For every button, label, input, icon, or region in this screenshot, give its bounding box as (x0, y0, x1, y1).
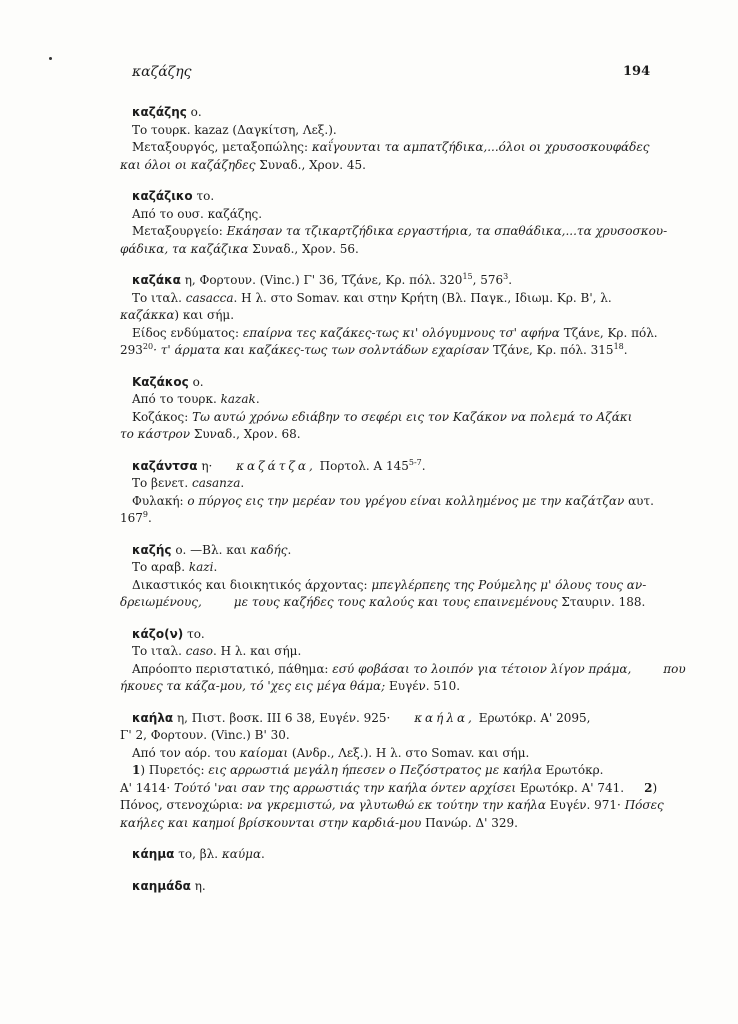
entry-kahla: καήλα η, Πιστ. βοσκ. ΙΙΙ 6 38, Ευγέν. 925· καήλα, Ερωτόκρ. Α' 2095, Γ' 2, Φορτουν. (Vinc.) Β' 30. Από τον αόρ. του καίομαι (Ανδρ., Λεξ.). Η λ. στο Somav. και σήμ. 1) Πυρετός: εις αρρωστιά μεγάλη ήπεσεν ο Πεζόστρατος με καήλα Ερωτόκρ. Α' 1414· Τούτό 'ναι σαν της αρρωστιάς την καήλα όντεν αρχίσει Ερωτόκρ. Α' 741. 2) Πόνος, στενοχώρια: να γκρεμιστώ, να γλυτωθώ εκ τούτην την καήλα Ευγέν. 971· Πόσες καήλες και καημοί βρίσκουνται στην καρδιά-μου Πανώρ. Δ' 329. (120, 710, 664, 830)
headword: καζάζικο (132, 189, 193, 203)
entry-kazakos: Καζάκος ο. Από το τουρκ. kazak. Κοζάκος: Τω αυτώ χρόνω εδιάβην το σεφέρι εις τον Καζάκον να πολεμά το Αζάκι το κάστρον Συναδ., Χρον. 68. (120, 374, 654, 444)
etymology: Το ιταλ. caso. Η λ. και σήμ. (132, 644, 302, 658)
etymology: Το βενετ. casanza. (132, 476, 245, 490)
headword: καζάζης (132, 105, 187, 119)
entry-kaimada: καημάδα η. (132, 878, 206, 893)
definition: Μεταξουργός, μεταξοπώλης: καΐγουνται τα αμπατζήδικα,...όλοι οι χρυσοσκουφάδες (132, 140, 650, 154)
entry-kazazis: καζάζης ο. Το τουρκ. kazaz (Δαγκίτση, Λεξ.). Μεταξουργός, μεταξοπώλης: καΐγουνται τα αμπατζήδικα,...όλοι οι χρυσοσκουφάδες και όλοι οι καζάζηδες Συναδ., Χρον. 45. (120, 104, 654, 174)
etymology: Το τουρκ. kazaz (Δαγκίτση, Λεξ.). (132, 122, 337, 137)
definition: Κοζάκος: Τω αυτώ χρόνω εδιάβην το σεφέρι εις τον Καζάκον να πολεμά το Αζάκι (132, 409, 633, 424)
definition: Δικαστικός και διοικητικός άρχοντας: μπεγλέρπεης της Ρούμελης μ' όλους τους αν- (132, 577, 647, 592)
definition: Φυλακή: ο πύργος εις την μερέαν του γρέγου είναι κολλημένος με την καζάτζαν αυτ. (132, 493, 654, 508)
definition: 1) Πυρετός: εις αρρωστιά μεγάλη ήπεσεν ο Πεζόστρατος με καήλα Ερωτόκρ. (132, 763, 604, 777)
headword: κάζο(ν) (132, 626, 184, 641)
entry-kazis: καζής ο. —Βλ. και καδής. Το αραβ. kazi. Δικαστικός και διοικητικός άρχοντας: μπεγλέρπεης της Ρούμελης μ' όλους τους αν- δρειωμένους, με τους καζήδες τους καλούς και τους επαινεμένους Σταυριν. 188. (120, 542, 654, 612)
headword: καζής (132, 542, 172, 557)
definition: Απρόοπτο περιστατικό, πάθημα: εσύ φοβάσαι το λοιπόν για τέτοιον λίγον πράμα, που (132, 661, 686, 676)
entry-kazantsa: καζάντσα η· καζάτζα, Πορτολ. Α 145$^{5-7}$. Το βενετ. casanza. Φυλακή: ο πύργος εις την μερέαν του γρέγου είναι κολλημένος με την καζάτζαν αυτ. $167^9$. (120, 457, 654, 525)
etymology: Από το τουρκ. kazak. (132, 392, 260, 406)
speck-mark (49, 57, 52, 60)
headword: καημάδα (132, 878, 191, 893)
entry-kazon: κάζο(ν) το. Το ιταλ. caso. Η λ. και σήμ. Απρόοπτο περιστατικό, πάθημα: εσύ φοβάσαι το λοιπόν για τέτοιον λίγον πράμα, που ήκουες τα κάζα-μου, τό 'χες εις μέγα θάμα; Ευγέν. 510. (120, 626, 686, 693)
etymology: Το αραβ. kazi. (132, 560, 218, 574)
headword: κάημα (132, 847, 175, 861)
dictionary-text (120, 104, 686, 909)
headword: καζάντσα (132, 458, 198, 473)
headword: Καζάκος (132, 374, 189, 389)
headword: καζάκα (132, 273, 181, 287)
page-number: 194 (623, 64, 651, 79)
definition: Μεταξουργείο: Εκάησαν τα τζικαρτζήδικα εργαστήρια, τα σπαθάδικα,...τα χρυσοσκου- (132, 224, 668, 238)
running-head: καζάζης (132, 64, 192, 80)
entry-kaima: κάημα το, βλ. καύμα. (132, 847, 265, 861)
etymology: Από τον αόρ. του καίομαι (Ανδρ., Λεξ.). Η λ. στο Somav. και σήμ. (132, 745, 530, 760)
headword: καήλα (132, 710, 174, 725)
definition: Είδος ενδύματος: επαίρνα τες καζάκες-τως κι' ολόγυμνους τσ' αφήνα Τζάνε, Κρ. πόλ. (132, 325, 658, 340)
etymology: Το ιταλ. casacca. Η λ. στο Somav. και στην Κρήτη (Βλ. Παγκ., Ιδιωμ. Κρ. Β', λ. (132, 290, 612, 305)
entry-kazaziko: καζάζικο το. Από το ουσ. καζάζης. Μεταξουργείο: Εκάησαν τα τζικαρτζήδικα εργαστήρια, τα σπαθάδικα,...τα χρυσοσκου- φάδικα, τα καζάζικα Συναδ., Χρον. 56. (120, 189, 668, 256)
entry-kazaka: καζάκα η, Φορτουν. (Vinc.) Γ' 36, Τζάνε, Κρ. πόλ. $320^{15}$, $576^3$. Το ιταλ. casacca. Η λ. στο Somav. και στην Κρήτη (Βλ. Παγκ., Ιδιωμ. Κρ. Β', λ. καζάκκα) και σήμ. Είδος ενδύματος: επαίρνα τες καζάκες-τως κι' ολόγυμνους τσ' αφήνα Τζάνε, Κρ. πόλ. $293^{20}\cdot \tau'$ άρματα και καζάκες-τως των σολντάδων εχαρίσαν Τζάνε, Κρ. πόλ. $315^{18}$. (120, 272, 658, 357)
etymology: Από το ουσ. καζάζης. (132, 206, 263, 221)
